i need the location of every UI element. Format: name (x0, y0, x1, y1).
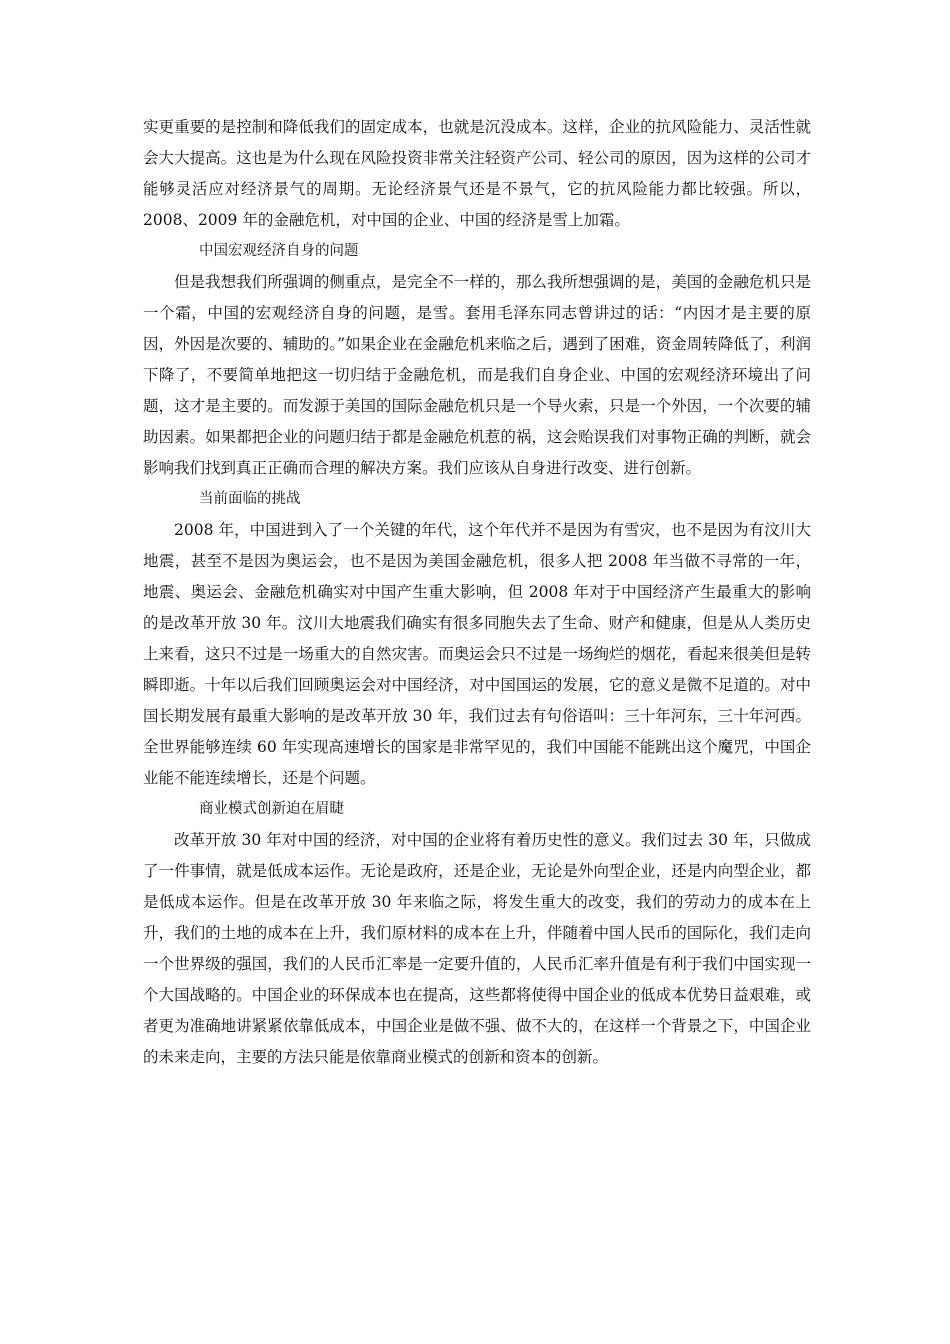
paragraph-macro-economy: 但是我想我们所强调的侧重点，是完全不一样的，那么我所想强调的是，美国的金融危机只是一个霜，中国的宏观经济自身的问题，是雪。套用毛泽东同志曾讲过的话：“内因才是主要的原因，外因是次要的、辅助的。”如果企业在金融危机来临之后，遇到了困难，资金周转降低了，利润下降了，不要简单地把这一切归结于金融危机，而是我们自身企业、中国的宏观经济环境出了问题，这才是主要的。而发源于美国的国际金融危机只是一个导火索，只是一个外因，一个次要的辅助因素。如果都把企业的问题归结于都是金融危机惹的祸，这会贻误我们对事物正确的判断，就会影响我们找到真正正确而合理的解决方案。我们应该从自身进行改变、进行创新。 (143, 273, 811, 477)
section-heading-current-challenges: 当前面临的挑战 (199, 491, 301, 507)
paragraph-continuation: 实更重要的是控制和降低我们的固定成本，也就是沉没成本。这样，企业的抗风险能力、灵活性就会大大提高。这也是为什么现在风险投资非常关注轻资产公司、轻公司的原因，因为这样的公司才能够灵活应对经济景气的周期。无论经济景气还是不景气，它的抗风险能力都比较强。所以，2008、2009 年的金融危机，对中国的企业、中国的经济是雪上加霜。 (143, 118, 811, 229)
section-heading-business-model-innovation: 商业模式创新迫在眉睫 (199, 801, 344, 817)
paragraph-current-challenges: 2008 年，中国进到入了一个关键的年代，这个年代并不是因为有雪灾，也不是因为有汶川大地震，甚至不是因为奥运会，也不是因为美国金融危机，很多人把 2008 年当做不寻常的一年，地震、奥运会、金融危机确实对中国产生重大影响，但 2008 年对于中国经济产生最重大的影响的是改革开放 30 年。汶川大地震我们确实有很多同胞失去了生命、财产和健康，但是从人类历史上来看，这只不过是一场重大的自然灾害。而奥运会只不过是一场绚烂的烟花，看起来很美但是转瞬即逝。十年以后我们回顾奥运会对中国经济，对中国国运的发展，它的意义是微不足道的。对中国长期发展有最重大影响的是改革开放 30 年，我们过去有句俗语叫：三十年河东，三十年河西。全世界能够连续 60 年实现高速增长的国家是非常罕见的，我们中国能不能跳出这个魔咒，中国企业能不能连续增长，还是个问题。 (143, 521, 811, 787)
document-body (143, 112, 811, 1073)
section-heading-macro-economy: 中国宏观经济自身的问题 (199, 243, 359, 259)
paragraph-business-model-innovation: 改革开放 30 年对中国的经济，对中国的企业将有着历史性的意义。我们过去 30 年，只做成了一件事情，就是低成本运作。无论是政府，还是企业，无论是外向型企业，还是内向型企业，都是低成本运作。但是在改革开放 30 年来临之际，将发生重大的改变，我们的劳动力的成本在上升，我们的土地的成本在上升，我们原材料的成本在上升，伴随着中国人民币的国际化，我们走向一个世界级的强国，我们的人民币汇率是一定要升值的，人民币汇率升值是有利于我们中国实现一个大国战略的。中国企业的环保成本也在提高，这些都将使得中国企业的低成本优势日益艰难，或者更为准确地讲紧紧依靠低成本，中国企业是做不强、做不大的，在这样一个背景之下，中国企业的未来走向，主要的方法只能是依靠商业模式的创新和资本的创新。 (143, 831, 811, 1066)
